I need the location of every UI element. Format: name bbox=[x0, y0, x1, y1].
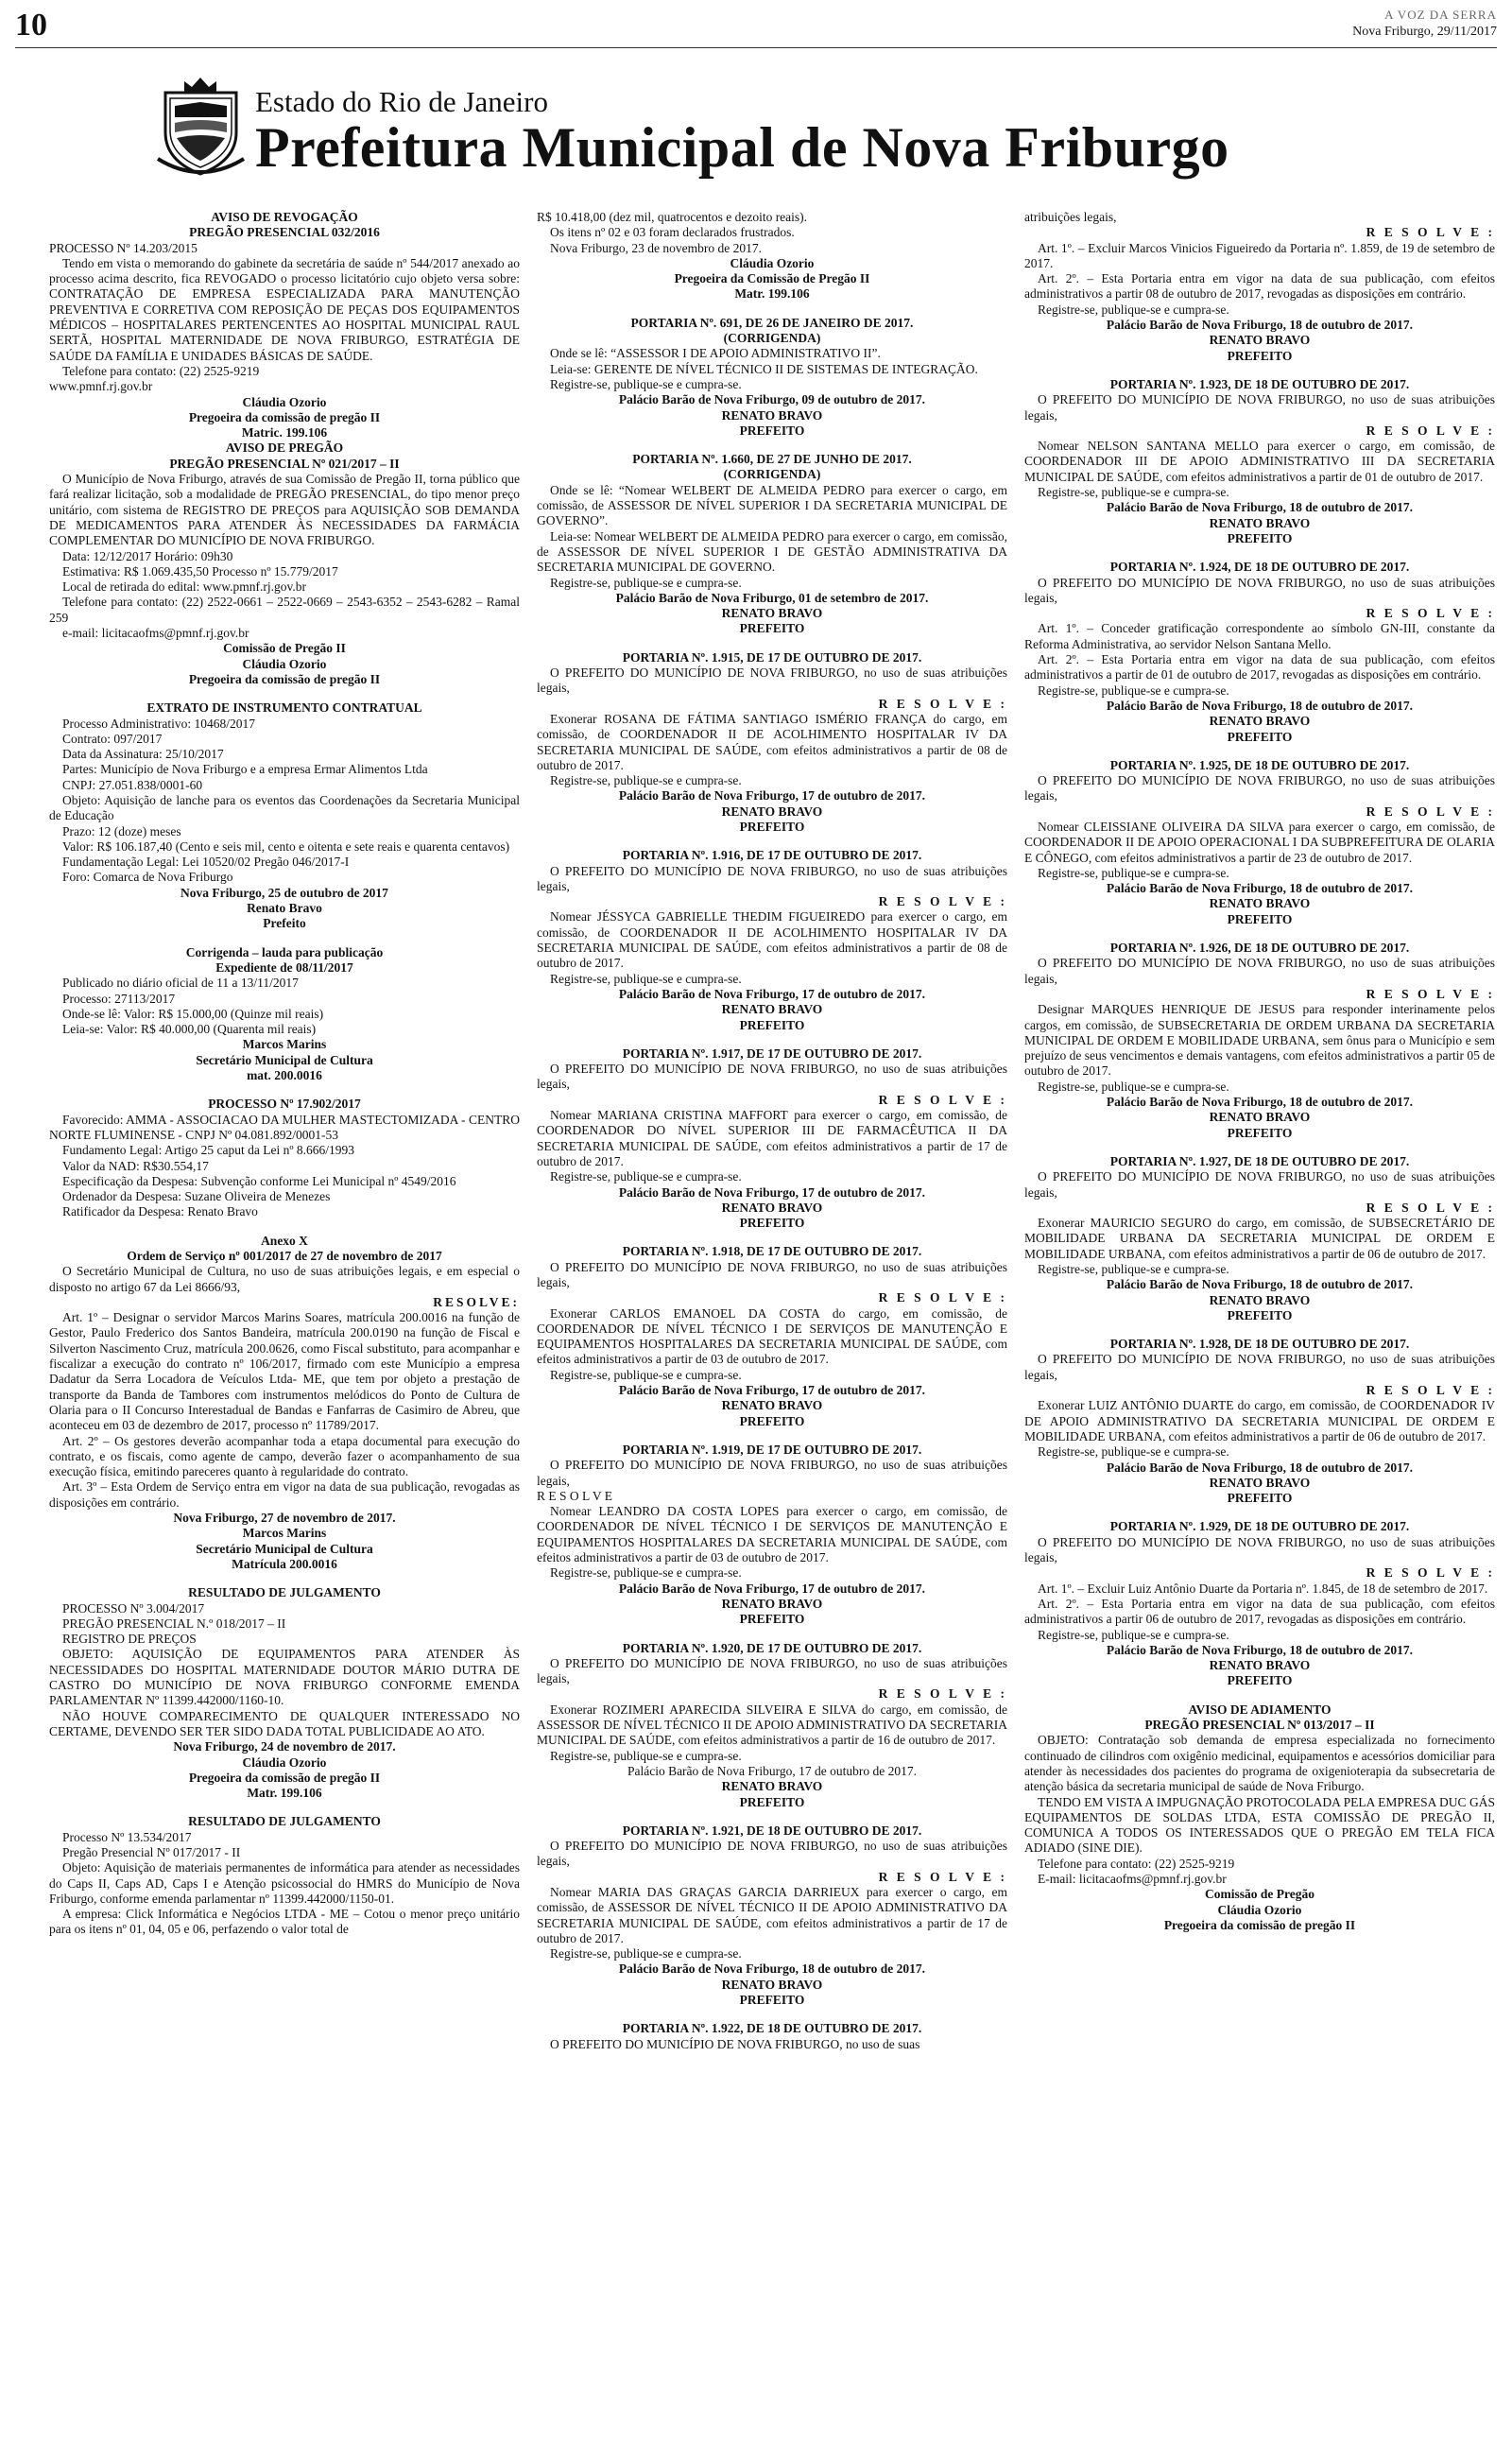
section-heading-line: PREFEITO bbox=[1227, 729, 1293, 744]
section-heading-line: PREFEITO bbox=[1227, 1491, 1293, 1506]
text-paragraph: Nomear LEANDRO DA COSTA LOPES para exercer o cargo, em comissão, de COORDENADOR DE NÍVEL TÉCNICO I DE SERVIÇOS DE MANUTENÇÃO E EQUIPAMENTOS HOSPITALARES DA SECRETARIA MUNICIPAL DE SAÚDE, com efeitos administrativos a partir de 03 de outubro de 2017. bbox=[537, 1504, 1007, 1565]
section-heading-line: RENATO BRAVO bbox=[721, 1779, 823, 1794]
section-heading-line: PORTARIA Nº. 1.660, DE 27 DE JUNHO DE 2017. bbox=[632, 452, 912, 467]
section-heading-line: PORTARIA Nº. 1.915, DE 17 DE OUTUBRO DE 2017. bbox=[622, 649, 922, 665]
text-paragraph: O Município de Nova Friburgo, através de sua Comissão de Pregão II, torna público que fará realizar licitação, sob a modalidade de PREGÃO PRESENCIAL, do tipo menor preço unitário, com sistema de REGISTRO DE PREÇOS para AQUISIÇÃO SOB DEMANDA DE MEDICAMENTOS PARA ATENDER ÀS NECESSIDADES DA FARMÁCIA COMPLEMENTAR DO MUNICÍPIO DE NOVA FRIBURGO. bbox=[49, 472, 520, 548]
section-heading-line: Palácio Barão de Nova Friburgo, 09 de outubro de 2017. bbox=[618, 392, 926, 407]
text-paragraph: Registre-se, publique-se e cumpra-se. bbox=[550, 1367, 742, 1382]
text-paragraph: PREGÃO PRESENCIAL N.º 018/2017 – II bbox=[62, 1616, 286, 1631]
section-heading-line: PREFEITO bbox=[1227, 1673, 1293, 1688]
text-paragraph: Registre-se, publique-se e cumpra-se. bbox=[550, 575, 742, 590]
text-paragraph: O Secretário Municipal de Cultura, no uso de suas atribuições legais, e em especial o disposto no artigo 67 da Lei 8666/93, bbox=[49, 1264, 520, 1294]
section-heading-line: PREFEITO bbox=[1227, 911, 1293, 926]
text-paragraph: O PREFEITO DO MUNICÍPIO DE NOVA FRIBURGO, no uso de suas bbox=[550, 2036, 920, 2051]
page-number: 10 bbox=[15, 8, 47, 43]
section-heading-line: Pregoeira da comissão de pregão II bbox=[1163, 1917, 1356, 1932]
text-paragraph: Objeto: Aquisição de materiais permanentes de informática para atender as necessidades do Caps II, Caps AD, Caps I e Atenção psicossocial do HMRS do Município de Nova Friburgo, conforme emenda parlamentar nº 11399.442000/1150-01. bbox=[49, 1860, 520, 1906]
text-paragraph: O PREFEITO DO MUNICÍPIO DE NOVA FRIBURGO, no uso de suas atribuições legais, bbox=[537, 1839, 1007, 1869]
section-heading-line: PREFEITO bbox=[739, 819, 805, 834]
section-heading-line: RENATO BRAVO bbox=[1209, 714, 1311, 729]
text-paragraph: Art. 2º. – Esta Portaria entra em vigor na data de sua publicação, com efeitos administrativos a partir de 01 de outubro de 2017, revogadas as disposições em contrário. bbox=[1024, 652, 1495, 683]
column-middle bbox=[537, 210, 1007, 2441]
text-paragraph: Exonerar CARLOS EMANOEL DA COSTA do cargo, em comissão, de COORDENADOR DE NÍVEL TÉCNICO I DE SERVIÇOS DE MANUTENÇÃO E EQUIPAMENTOS HOSPITALARES DA SECRETARIA MUNICIPAL DE SAÚDE, com efeitos administrativos a partir de 03 de outubro de 2017. bbox=[537, 1305, 1007, 1367]
text-paragraph: Foro: Comarca de Nova Friburgo bbox=[62, 870, 233, 885]
text-paragraph: Palácio Barão de Nova Friburgo, 17 de outubro de 2017. bbox=[627, 1763, 918, 1778]
section-heading-line: Secretário Municipal de Cultura bbox=[196, 1052, 373, 1067]
section-heading-line: Pregoeira da comissão de pregão II bbox=[188, 1770, 381, 1785]
section-heading-line: PORTARIA Nº. 1.927, DE 18 DE OUTUBRO DE 2017. bbox=[1109, 1153, 1410, 1168]
text-paragraph: Publicado no diário oficial de 11 a 13/11/2017 bbox=[62, 976, 299, 991]
text-paragraph: Processo Administrativo: 10468/2017 bbox=[62, 716, 255, 731]
section-spacer bbox=[1024, 745, 1495, 758]
edition-date: Nova Friburgo, 29/11/2017 bbox=[1352, 25, 1497, 39]
section-heading-line: Marcos Marins bbox=[242, 1526, 327, 1541]
section-heading-line: Cláudia Ozorio bbox=[242, 656, 327, 671]
text-paragraph: R E S O L V E : bbox=[878, 1092, 1007, 1107]
content-columns bbox=[49, 210, 1495, 2441]
section-heading-line: Palácio Barão de Nova Friburgo, 01 de setembro de 2017. bbox=[615, 590, 929, 605]
text-paragraph: RESOLVE: bbox=[433, 1294, 520, 1309]
text-paragraph: Tendo em vista o memorando do gabinete da secretária de saúde nº 544/2017 anexado ao processo acima descrito, fica REVOGADO o processo licitatório cujo objeto versa sobre: CONTRATAÇÃO DE EMPRESA ESPECIALIZADA PARA MANUTENÇÃO PREVENTIVA E CORRETIVA COM REPOSIÇÃO DE PEÇAS DOS EQUIPAMENTOS MÉDICOS – HOSPITALARES PERTENCENTES AO HOSPITAL MUNICIPAL RAUL SERTÃ, HOSPITAL MATERNIDADE DE NOVA FRIBURGO, ESTRATÉGIA DE SAÚDE DA FAMÍLIA E UNIDADES BÁSICAS DE SAÚDE. bbox=[49, 255, 520, 363]
section-heading-line: PREFEITO bbox=[739, 1612, 805, 1627]
section-spacer bbox=[49, 1083, 520, 1097]
text-paragraph: R$ 10.418,00 (dez mil, quatrocentos e dezoito reais). bbox=[537, 210, 808, 224]
text-paragraph: Local de retirada do edital: www.pmnf.rj.gov.br bbox=[62, 579, 307, 595]
text-paragraph: R E S O L V E : bbox=[1366, 1383, 1495, 1398]
section-heading-line: Matrícula 200.0016 bbox=[232, 1556, 337, 1571]
text-paragraph: Exonerar LUIZ ANTÔNIO DUARTE do cargo, em comissão, de COORDENADOR IV DE APOIO ADMINISTRATIVO DA SECRETARIA MUNICIPAL DE ORDEM E MOBILIDADE URBANA, com efeitos administrativos a partir de 06 de outubro de 2017. bbox=[1024, 1398, 1495, 1443]
text-paragraph: Telefone para contato: (22) 2525-9219 bbox=[62, 363, 260, 378]
section-heading-line: RENATO BRAVO bbox=[721, 1977, 823, 1992]
text-paragraph: Data: 12/12/2017 Horário: 09h30 bbox=[62, 548, 233, 563]
text-paragraph: OBJETO: Contratação sob demanda de empresa especializada no fornecimento continuado de cilindros com oxigênio medicinal, equipamentos e acessórios domiciliar para atender às necessidades dos pacientes do programa de oxigenioterapia da subsecretaria de atenção básica da secretaria municipal de saúde de Nova Friburgo. bbox=[1024, 1733, 1495, 1794]
text-paragraph: R E S O L V E : bbox=[1366, 225, 1495, 240]
section-heading-line: Palácio Barão de Nova Friburgo, 18 de outubro de 2017. bbox=[1106, 500, 1414, 515]
text-paragraph: Exonerar ROSANA DE FÁTIMA SANTIAGO ISMÉRIO FRANÇA do cargo, em comissão, de COORDENADOR II DE ACOLHIMENTO HOSPITALAR IV DA SECRETARIA MUNICIPAL DE SAÚDE, com efeitos administrativos a partir de 08 de outubro de 2017. bbox=[537, 711, 1007, 772]
section-heading-line: PORTARIA Nº. 1.924, DE 18 DE OUTUBRO DE 2017. bbox=[1109, 560, 1410, 575]
section-heading-line: (CORRIGENDA) bbox=[723, 467, 821, 482]
text-paragraph: Objeto: Aquisição de lanche para os eventos das Coordenações da Secretaria Municipal de Educação bbox=[49, 792, 520, 823]
section-heading-line: PREFEITO bbox=[739, 423, 805, 438]
section-heading-line: Palácio Barão de Nova Friburgo, 18 de outubro de 2017. bbox=[1106, 1642, 1414, 1657]
text-paragraph: R E S O L V E : bbox=[878, 1290, 1007, 1305]
section-heading-line: PROCESSO Nº 17.902/2017 bbox=[208, 1097, 361, 1112]
section-heading-line: AVISO DE REVOGAÇÃO bbox=[211, 210, 358, 224]
text-paragraph: Registre-se, publique-se e cumpra-se. bbox=[1038, 1262, 1229, 1276]
section-spacer bbox=[1024, 1323, 1495, 1337]
section-spacer bbox=[49, 687, 520, 700]
section-heading-line: Pregoeira da comissão de pregão II bbox=[188, 671, 381, 686]
section-heading-line: Secretário Municipal de Cultura bbox=[196, 1541, 373, 1556]
section-heading-line: Palácio Barão de Nova Friburgo, 18 de outubro de 2017. bbox=[1106, 698, 1414, 713]
section-heading-line: RENATO BRAVO bbox=[721, 804, 823, 819]
text-paragraph: REGISTRO DE PREÇOS bbox=[62, 1632, 197, 1647]
text-paragraph: O PREFEITO DO MUNICÍPIO DE NOVA FRIBURGO, no uso de suas atribuições legais, bbox=[1024, 956, 1495, 986]
section-spacer bbox=[49, 1572, 520, 1585]
state-name: Estado do Rio de Janeiro bbox=[255, 85, 548, 118]
section-heading-line: RENATO BRAVO bbox=[721, 1002, 823, 1017]
section-spacer bbox=[537, 1810, 1007, 1823]
text-paragraph: Os itens nº 02 e 03 foram declarados frustrados. bbox=[550, 225, 795, 240]
text-paragraph: R E S O L V E : bbox=[1366, 423, 1495, 438]
masthead bbox=[156, 68, 1384, 191]
section-heading-line: PREFEITO bbox=[739, 1794, 805, 1809]
column-left bbox=[49, 210, 520, 2441]
section-spacer bbox=[537, 439, 1007, 452]
text-paragraph: Ratificador da Despesa: Renato Bravo bbox=[62, 1204, 258, 1219]
section-spacer bbox=[1024, 1506, 1495, 1519]
text-paragraph: Registre-se, publique-se e cumpra-se. bbox=[550, 1748, 742, 1763]
text-paragraph: O PREFEITO DO MUNICÍPIO DE NOVA FRIBURGO, no uso de suas atribuições legais, bbox=[1024, 392, 1495, 423]
section-heading-line: PORTARIA Nº. 1.926, DE 18 DE OUTUBRO DE 2017. bbox=[1109, 941, 1410, 956]
section-heading-line: PORTARIA Nº. 1.920, DE 17 DE OUTUBRO DE 2017. bbox=[622, 1640, 922, 1655]
section-spacer bbox=[1024, 1689, 1495, 1702]
section-spacer bbox=[537, 637, 1007, 650]
text-paragraph: Valor da NAD: R$30.554,17 bbox=[62, 1158, 209, 1173]
section-heading-line: PREFEITO bbox=[739, 1993, 805, 2008]
text-paragraph: R E S O L V E : bbox=[1366, 606, 1495, 621]
section-heading-line: Palácio Barão de Nova Friburgo, 17 de outubro de 2017. bbox=[618, 986, 926, 1001]
section-heading-line: AVISO DE ADIAMENTO bbox=[1188, 1702, 1332, 1717]
section-heading-line: AVISO DE PREGÃO bbox=[225, 441, 344, 456]
text-paragraph: www.pmnf.rj.gov.br bbox=[49, 379, 153, 394]
section-heading-line: RENATO BRAVO bbox=[721, 1200, 823, 1215]
section-heading-line: Cláudia Ozorio bbox=[242, 1754, 327, 1770]
section-heading-line: RENATO BRAVO bbox=[1209, 1658, 1311, 1673]
section-heading-line: Cláudia Ozorio bbox=[242, 394, 327, 409]
text-paragraph: Registre-se, publique-se e cumpra-se. bbox=[1038, 485, 1229, 500]
text-paragraph: O PREFEITO DO MUNICÍPIO DE NOVA FRIBURGO, no uso de suas atribuições legais, bbox=[537, 1259, 1007, 1289]
prefeitura-title: Prefeitura Municipal de Nova Friburgo bbox=[255, 116, 1229, 179]
text-paragraph: Art. 1º. – Excluir Luiz Antônio Duarte da Portaria nº. 1.845, de 18 de setembro de 2017. bbox=[1038, 1581, 1488, 1596]
text-paragraph: O PREFEITO DO MUNICÍPIO DE NOVA FRIBURGO, no uso de suas atribuições legais, bbox=[1024, 575, 1495, 605]
text-paragraph: Art. 2º – Os gestores deverão acompanhar toda a etapa documental para execução do contrato, e os fiscais, como agente de campo, deverão fazer o acompanhamento de sua execução física, emitindo pareceres quanto à regularidade do contrato. bbox=[49, 1433, 520, 1479]
text-paragraph: O PREFEITO DO MUNICÍPIO DE NOVA FRIBURGO, no uso de suas atribuições legais, bbox=[1024, 1169, 1495, 1200]
text-paragraph: Registre-se, publique-se e cumpra-se. bbox=[550, 971, 742, 986]
section-heading-line: PORTARIA Nº. 691, DE 26 DE JANEIRO DE 2017. bbox=[630, 315, 914, 330]
section-heading-line: PORTARIA Nº. 1.918, DE 17 DE OUTUBRO DE 2017. bbox=[622, 1244, 922, 1259]
section-heading-line: Palácio Barão de Nova Friburgo, 17 de outubro de 2017. bbox=[618, 1383, 926, 1398]
section-heading-line: PORTARIA Nº. 1.921, DE 18 DE OUTUBRO DE 2017. bbox=[622, 1823, 922, 1838]
text-paragraph: Registre-se, publique-se e cumpra-se. bbox=[550, 376, 742, 391]
text-paragraph: R E S O L V E : bbox=[878, 696, 1007, 711]
text-paragraph: Art. 1º – Designar o servidor Marcos Marins Soares, matrícula 200.0016 na função de Gestor, Paulo Frederico dos Santos Bandeira, matrícula 200.0190 na função de Fiscal e Silverton Nascimento Cruz, matrícula 200.0626, como Fiscal substituto, para acompanhar e fiscalizar a execução do contrato nº 106/2017, firmado com este Município a empresa Dadatur da Serra Locadora de Veículos Ltda- ME, que tem por objeto a prestação de transporte da Banda de Tambores com instrumentos melódicos do Ponto de Cultura de Olaria para o II Concurso Interestadual de Bandas e Fanfarras de Casimiro de Abreu, que aconteceu em 03 de dezembro de 2017, processo nº 11789/2017. bbox=[49, 1310, 520, 1433]
text-paragraph: R E S O L V E : bbox=[1366, 1565, 1495, 1581]
section-heading-line: Palácio Barão de Nova Friburgo, 18 de outubro de 2017. bbox=[1106, 1095, 1414, 1110]
text-paragraph: NÃO HOUVE COMPARECIMENTO DE QUALQUER INTERESSADO NO CERTAME, DEVENDO SER TER SIDO DADA TOTAL PUBLICIDADE AO ATO. bbox=[49, 1708, 520, 1738]
text-paragraph: R E S O L V E bbox=[537, 1488, 613, 1503]
section-heading-line: PREFEITO bbox=[739, 1413, 805, 1428]
text-paragraph: Art. 2º. – Esta Portaria entra em vigor na data de sua publicação, com efeitos administrativos a partir 08 de outubro de 2017, revogadas as disposições em contrário. bbox=[1024, 271, 1495, 302]
text-paragraph: e-mail: licitacaofms@pmnf.rj.gov.br bbox=[62, 626, 249, 641]
section-heading-line: PREFEITO bbox=[739, 1017, 805, 1032]
section-heading-line: Matr. 199.106 bbox=[247, 1786, 322, 1801]
text-paragraph: OBJETO: AQUISIÇÃO DE EQUIPAMENTOS PARA ATENDER ÀS NECESSIDADES DO HOSPITAL MATERNIDADE DOUTOR MÁRIO DUTRA DE CASTRO DO MUNICÍPIO DE NOVA FRIBURGO CONFORME EMENDA PARLAMENTAR Nº 11399.442000/1160-10. bbox=[49, 1647, 520, 1708]
text-paragraph: O PREFEITO DO MUNICÍPIO DE NOVA FRIBURGO, no uso de suas atribuições legais, bbox=[537, 1458, 1007, 1488]
text-paragraph: Art. 3º – Esta Ordem de Serviço entra em vigor na data de sua publicação, revogadas as disposições em contrário. bbox=[49, 1479, 520, 1510]
page-header-bar bbox=[15, 6, 1497, 48]
section-heading-line: Palácio Barão de Nova Friburgo, 17 de outubro de 2017. bbox=[618, 1184, 926, 1200]
text-paragraph: Processo Nº 13.534/2017 bbox=[62, 1829, 192, 1844]
section-heading-line: RENATO BRAVO bbox=[1209, 1110, 1311, 1125]
text-paragraph: R E S O L V E : bbox=[878, 1869, 1007, 1884]
section-heading-line: RENATO BRAVO bbox=[1209, 333, 1311, 348]
section-heading-line: EXTRATO DE INSTRUMENTO CONTRATUAL bbox=[146, 700, 422, 716]
text-paragraph: Registre-se, publique-se e cumpra-se. bbox=[550, 1946, 742, 1961]
section-heading-line: PREGÃO PRESENCIAL Nº 013/2017 – II bbox=[1144, 1718, 1375, 1733]
newspaper-name: A VOZ DA SERRA bbox=[1384, 8, 1497, 22]
text-paragraph: Leia-se: Nomear WELBERT DE ALMEIDA PEDRO para exercer o cargo, em comissão, de ASSESSOR DE NÍVEL SUPERIOR I DE GESTÃO ADMINISTRATIVA DA SECRETARIA MUNICIPAL DE GOVERNO. bbox=[537, 528, 1007, 575]
section-heading-line: PORTARIA Nº. 1.925, DE 18 DE OUTUBRO DE 2017. bbox=[1109, 757, 1410, 772]
section-spacer bbox=[537, 1429, 1007, 1443]
section-heading-line: Palácio Barão de Nova Friburgo, 18 de outubro de 2017. bbox=[1106, 1277, 1414, 1292]
text-paragraph: Registre-se, publique-se e cumpra-se. bbox=[550, 1565, 742, 1581]
text-paragraph: Leia-se: Valor: R$ 40.000,00 (Quarenta mil reais) bbox=[62, 1022, 317, 1037]
text-paragraph: Registre-se, publique-se e cumpra-se. bbox=[1038, 1079, 1229, 1094]
section-heading-line: PREFEITO bbox=[1227, 1125, 1293, 1140]
section-heading-line: PORTARIA Nº. 1.916, DE 17 DE OUTUBRO DE 2017. bbox=[622, 848, 922, 863]
text-paragraph: O PREFEITO DO MUNICÍPIO DE NOVA FRIBURGO, no uso de suas atribuições legais, bbox=[537, 1062, 1007, 1092]
section-heading-line: PREFEITO bbox=[1227, 348, 1293, 363]
text-paragraph: Exonerar ROZIMERI APARECIDA SILVEIRA E SILVA do cargo, em comissão, de ASSESSOR DE NÍVEL TÉCNICO II DE APOIO ADMINISTRATIVO DA SECRETARIA MUNICIPAL DE SAÚDE, com efeitos administrativos a partir de 16 de outubro de 2017. bbox=[537, 1702, 1007, 1748]
text-paragraph: Registre-se, publique-se e cumpra-se. bbox=[1038, 1627, 1229, 1642]
section-spacer bbox=[49, 1801, 520, 1814]
text-paragraph: Nomear MARIA DAS GRAÇAS GARCIA DARRIEUX para exercer o cargo, em comissão, de ASSESSOR DE NÍVEL TÉCNICO II DE APOIO ADMINISTRATIVO DA SECRETARIA MUNICIPAL DE SAÚDE, com efeitos administrativos a partir de 17 de outubro de 2017. bbox=[537, 1884, 1007, 1945]
section-heading-line: PORTARIA Nº. 1.923, DE 18 DE OUTUBRO DE 2017. bbox=[1109, 376, 1410, 391]
text-paragraph: Leia-se: GERENTE DE NÍVEL TÉCNICO II DE SISTEMAS DE INTEGRAÇÃO. bbox=[550, 361, 978, 376]
section-heading-line: Palácio Barão de Nova Friburgo, 18 de outubro de 2017. bbox=[1106, 1460, 1414, 1475]
section-heading-line: Matric. 199.106 bbox=[241, 425, 328, 441]
text-paragraph: Art. 1º. – Excluir Marcos Vinicios Figueiredo da Portaria nº. 1.859, de 19 de setembro de 2017. bbox=[1024, 240, 1495, 270]
section-heading-line: RENATO BRAVO bbox=[1209, 515, 1311, 530]
section-spacer bbox=[537, 835, 1007, 848]
text-paragraph: Fundamento Legal: Artigo 25 caput da Lei nº 8.666/1993 bbox=[62, 1143, 355, 1158]
section-heading-line: PREFEITO bbox=[739, 1216, 805, 1231]
text-paragraph: Telefone para contato: (22) 2522-0661 – 2522-0669 – 2543-6352 – 2543-6282 – Ramal 259 bbox=[49, 595, 520, 625]
text-paragraph: Estimativa: R$ 1.069.435,50 Processo nº 15.779/2017 bbox=[62, 563, 338, 579]
text-paragraph: Data da Assinatura: 25/10/2017 bbox=[62, 747, 224, 762]
section-heading-line: RESULTADO DE JULGAMENTO bbox=[188, 1585, 381, 1600]
text-paragraph: Nova Friburgo, 23 de novembro de 2017. bbox=[550, 240, 762, 255]
text-paragraph: R E S O L V E : bbox=[1366, 804, 1495, 819]
section-heading-line: RENATO BRAVO bbox=[1209, 1475, 1311, 1490]
section-heading-line: PORTARIA Nº. 1.928, DE 18 DE OUTUBRO DE 2017. bbox=[1109, 1337, 1410, 1352]
text-paragraph: Onde se lê: “Nomear WELBERT DE ALMEIDA PEDRO para exercer o cargo, em comissão, de ASSESSOR DE NÍVEL SUPERIOR I DA SECRETARIA MUNICIPAL DE GOVERNO”. bbox=[537, 482, 1007, 528]
section-heading-line: Pregoeira da Comissão de Pregão II bbox=[674, 271, 870, 286]
text-paragraph: O PREFEITO DO MUNICÍPIO DE NOVA FRIBURGO, no uso de suas atribuições legais, bbox=[537, 863, 1007, 893]
section-heading-line: RENATO BRAVO bbox=[721, 1596, 823, 1611]
section-spacer bbox=[537, 1033, 1007, 1046]
section-heading-line: PREGÃO PRESENCIAL 032/2016 bbox=[189, 225, 380, 240]
section-heading-line: Palácio Barão de Nova Friburgo, 18 de outubro de 2017. bbox=[1106, 318, 1414, 333]
section-heading-line: Palácio Barão de Nova Friburgo, 18 de outubro de 2017. bbox=[1106, 881, 1414, 896]
text-paragraph: Onde-se lê: Valor: R$ 15.000,00 (Quinze mil reais) bbox=[62, 1006, 324, 1021]
section-heading-line: mat. 200.0016 bbox=[247, 1068, 322, 1083]
text-paragraph: Valor: R$ 106.187,40 (Cento e seis mil, cento e oitenta e sete reais e quarenta centavos) bbox=[62, 838, 510, 854]
text-paragraph: Fundamentação Legal: Lei 10520/02 Pregão 046/2017-I bbox=[62, 855, 350, 870]
text-paragraph: PROCESSO Nº 3.004/2017 bbox=[62, 1600, 205, 1616]
section-heading-line: RENATO BRAVO bbox=[1209, 1292, 1311, 1307]
section-heading-line: Pregoeira da comissão de pregão II bbox=[188, 409, 381, 424]
text-paragraph: Registre-se, publique-se e cumpra-se. bbox=[1038, 865, 1229, 880]
section-spacer bbox=[537, 302, 1007, 316]
section-spacer bbox=[49, 932, 520, 945]
section-spacer bbox=[537, 1628, 1007, 1641]
section-heading-line: PORTARIA Nº. 1.919, DE 17 DE OUTUBRO DE 2017. bbox=[622, 1442, 922, 1457]
text-paragraph: O PREFEITO DO MUNICÍPIO DE NOVA FRIBURGO, no uso de suas atribuições legais, bbox=[1024, 1352, 1495, 1382]
text-paragraph: O PREFEITO DO MUNICÍPIO DE NOVA FRIBURGO, no uso de suas atribuições legais, bbox=[537, 1655, 1007, 1686]
section-heading-line: PORTARIA Nº. 1.917, DE 17 DE OUTUBRO DE 2017. bbox=[622, 1046, 922, 1061]
text-paragraph: Nomear CLEISSIANE OLIVEIRA DA SILVA para exercer o cargo, em comissão, de COORDENADOR II DE APOIO OPERACIONAL I DA SUBPREFEITURA DE OLARIA E CÔNEGO, com efeitos administrativos a partir de 23 de outubro de 2017. bbox=[1024, 819, 1495, 865]
section-heading-line: Prefeito bbox=[263, 916, 306, 931]
section-heading-line: Nova Friburgo, 27 de novembro de 2017. bbox=[173, 1511, 396, 1526]
section-heading-line: Palácio Barão de Nova Friburgo, 17 de outubro de 2017. bbox=[618, 1581, 926, 1596]
section-heading-line: RENATO BRAVO bbox=[721, 1398, 823, 1413]
section-heading-line: PORTARIA Nº. 1.922, DE 18 DE OUTUBRO DE 2017. bbox=[622, 2021, 922, 2036]
text-paragraph: R E S O L V E : bbox=[878, 1686, 1007, 1702]
text-paragraph: Designar MARQUES HENRIQUE DE JESUS para responder interinamente pelos cargos, em comissão, de SUBSECRETARIA DE ORDEM URBANA DA SECRETARIA MUNICIPAL DE ORDEM E MOBILIDADE URBANA, sem ônus para o Município e sem prejuízo de seus vencimentos e demais vantagens, com efeitos administrativos a partir 05 de outubro de 2017. bbox=[1024, 1002, 1495, 1079]
section-spacer bbox=[1024, 364, 1495, 377]
text-paragraph: CNPJ: 27.051.838/0001-60 bbox=[62, 777, 203, 792]
text-paragraph: Art. 1º. – Conceder gratificação correspondente ao símbolo GN-III, constante da Reforma Administrativa, ao servidor Nelson Santana Mello. bbox=[1024, 621, 1495, 651]
text-paragraph: Ordenador da Despesa: Suzane Oliveira de Menezes bbox=[62, 1189, 331, 1204]
section-heading-line: Renato Bravo bbox=[247, 901, 322, 916]
text-paragraph: Registre-se, publique-se e cumpra-se. bbox=[1038, 302, 1229, 317]
section-heading-line: Corrigenda – lauda para publicação bbox=[185, 944, 384, 959]
section-heading-line: Matr. 199.106 bbox=[734, 286, 810, 302]
text-paragraph: atribuições legais, bbox=[1024, 210, 1117, 224]
section-heading-line: Palácio Barão de Nova Friburgo, 18 de outubro de 2017. bbox=[618, 1961, 926, 1977]
text-paragraph: Telefone para contato: (22) 2525-9219 bbox=[1038, 1856, 1235, 1871]
section-heading-line: (CORRIGENDA) bbox=[723, 331, 821, 346]
text-paragraph: Registre-se, publique-se e cumpra-se. bbox=[550, 1169, 742, 1184]
section-heading-line: PREGÃO PRESENCIAL Nº 021/2017 – II bbox=[169, 456, 400, 471]
text-paragraph: Art. 2º. – Esta Portaria entra em vigor na data de sua publicação, com efeitos administrativos a partir 06 de outubro de 2017, revogadas as disposições em contrário. bbox=[1024, 1596, 1495, 1627]
text-paragraph: Especificação da Despesa: Subvenção conforme Lei Municipal nº 4549/2016 bbox=[62, 1173, 456, 1188]
section-spacer bbox=[49, 1220, 520, 1234]
section-heading-line: RENATO BRAVO bbox=[721, 407, 823, 423]
text-paragraph: Nomear NELSON SANTANA MELLO para exercer o cargo, em comissão, de COORDENADOR III DE APOIO ADMINISTRATIVO III DA SECRETARIA MUNICIPAL DE SAÚDE, com efeitos administrativos a partir de 01 de outubro de 2017. bbox=[1024, 439, 1495, 484]
text-paragraph: Nomear JÉSSYCA GABRIELLE THEDIM FIGUEIREDO para exercer o cargo, em comissão, de COORDENADOR II DE ACOLHIMENTO HOSPITALAR IV DA SECRETARIA MUNICIPAL DE SAÚDE, com efeitos administrativos a partir de 08 de outubro de 2017. bbox=[537, 909, 1007, 971]
coat-of-arms-icon bbox=[156, 74, 246, 178]
section-heading-line: Nova Friburgo, 24 de novembro de 2017. bbox=[173, 1739, 396, 1754]
text-paragraph: Processo: 27113/2017 bbox=[62, 991, 176, 1006]
text-paragraph: Favorecido: AMMA - ASSOCIACAO DA MULHER MASTECTOMIZADA - CENTRO NORTE FLUMINENSE - CNPJ Nº 04.081.892/0001-53 bbox=[49, 1112, 520, 1142]
section-spacer bbox=[1024, 1141, 1495, 1154]
text-paragraph: O PREFEITO DO MUNICÍPIO DE NOVA FRIBURGO, no uso de suas atribuições legais, bbox=[1024, 1534, 1495, 1565]
section-heading-line: PREFEITO bbox=[1227, 1307, 1293, 1322]
text-paragraph: R E S O L V E : bbox=[1366, 986, 1495, 1001]
section-heading-line: PORTARIA Nº. 1.929, DE 18 DE OUTUBRO DE 2017. bbox=[1109, 1519, 1410, 1534]
section-heading-line: RENATO BRAVO bbox=[1209, 896, 1311, 911]
text-paragraph: Registre-se, publique-se e cumpra-se. bbox=[1038, 683, 1229, 698]
section-heading-line: RESULTADO DE JULGAMENTO bbox=[188, 1814, 381, 1829]
section-spacer bbox=[1024, 546, 1495, 560]
section-heading-line: Nova Friburgo, 25 de outubro de 2017 bbox=[180, 885, 388, 900]
section-heading-line: Marcos Marins bbox=[242, 1037, 327, 1052]
section-heading-line: Palácio Barão de Nova Friburgo, 17 de outubro de 2017. bbox=[618, 788, 926, 804]
text-paragraph: Onde se lê: “ASSESSOR I DE APOIO ADMINISTRATIVO II”. bbox=[550, 346, 881, 361]
section-heading-line: Ordem de Serviço nº 001/2017 de 27 de novembro de 2017 bbox=[127, 1249, 442, 1263]
text-paragraph: Partes: Município de Nova Friburgo e a empresa Ermar Alimentos Ltda bbox=[62, 762, 428, 777]
text-paragraph: R E S O L V E : bbox=[878, 894, 1007, 909]
section-heading-line: Cláudia Ozorio bbox=[1217, 1902, 1302, 1917]
section-heading-line: RENATO BRAVO bbox=[721, 606, 823, 621]
section-spacer bbox=[1024, 927, 1495, 941]
section-heading-line: Cláudia Ozorio bbox=[730, 255, 815, 270]
text-paragraph: E-mail: licitacaofms@pmnf.rj.gov.br bbox=[1038, 1871, 1227, 1886]
section-heading-line: PREFEITO bbox=[739, 621, 805, 636]
text-paragraph: O PREFEITO DO MUNICÍPIO DE NOVA FRIBURGO, no uso de suas atribuições legais, bbox=[537, 665, 1007, 696]
text-paragraph: Pregão Presencial Nº 017/2017 - II bbox=[62, 1844, 241, 1859]
text-paragraph: Prazo: 12 (doze) meses bbox=[62, 823, 181, 838]
text-paragraph: Contrato: 097/2017 bbox=[62, 731, 163, 746]
text-paragraph: O PREFEITO DO MUNICÍPIO DE NOVA FRIBURGO, no uso de suas atribuições legais, bbox=[1024, 773, 1495, 804]
text-paragraph: PROCESSO Nº 14.203/2015 bbox=[49, 240, 198, 255]
section-spacer bbox=[537, 1231, 1007, 1244]
section-heading-line: PREFEITO bbox=[1227, 530, 1293, 545]
text-paragraph: Exonerar MAURICIO SEGURO do cargo, em comissão, de SUBSECRETÁRIO DE MOBILIDADE URBANA DA SECRETARIA MUNICIPAL DE ORDEM E MOBILIDADE URBANA, com efeitos administrativos a partir de 06 de outubro de 2017. bbox=[1024, 1216, 1495, 1261]
section-spacer bbox=[537, 2008, 1007, 2021]
text-paragraph: Registre-se, publique-se e cumpra-se. bbox=[550, 773, 742, 788]
section-heading-line: Comissão de Pregão II bbox=[223, 641, 346, 656]
section-heading-line: Anexo X bbox=[261, 1233, 308, 1248]
column-right bbox=[1024, 210, 1495, 2441]
text-paragraph: Nomear MARIANA CRISTINA MAFFORT para exercer o cargo, em comissão, de COORDENADOR DO NÍVEL SUPERIOR III DE FARMACÊUTICA II DA SECRETARIA MUNICIPAL DE SAÚDE, com efeitos administrativos a partir de 17 de outubro de 2017. bbox=[537, 1108, 1007, 1168]
text-paragraph: Registre-se, publique-se e cumpra-se. bbox=[1038, 1444, 1229, 1460]
text-paragraph: A empresa: Click Informática e Negócios LTDA - ME – Cotou o menor preço unitário para os itens nº 01, 04, 05 e 06, perfazendo o valor total de bbox=[49, 1907, 520, 1937]
text-paragraph: R E S O L V E : bbox=[1366, 1200, 1495, 1215]
section-heading-line: Comissão de Pregão bbox=[1205, 1887, 1314, 1902]
section-heading-line: Expediente de 08/11/2017 bbox=[215, 959, 353, 975]
text-paragraph: TENDO EM VISTA A IMPUGNAÇÃO PROTOCOLADA PELA EMPRESA DUC GÁS EQUIPAMENTOS DE SOLDAS LTDA, ESTA COMISSÃO DE PREGÃO II, COMUNICA A TODOS OS INTERESSADOS QUE O PREGÃO EM TELA FICA ADIADO (SINE DIE). bbox=[1024, 1794, 1495, 1856]
